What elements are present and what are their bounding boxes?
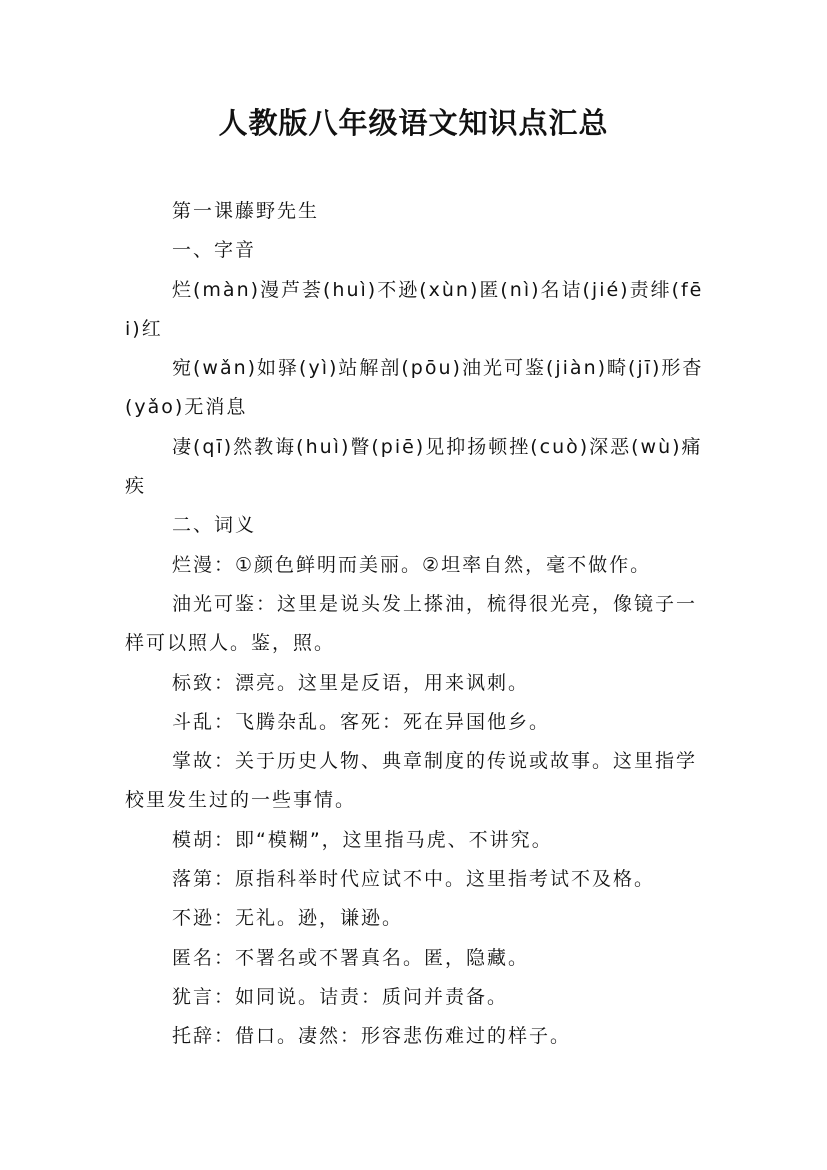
- definition-line: 掌故：关于历史人物、典章制度的传说或故事。这里指学校里发生过的一些事情。: [125, 750, 698, 812]
- document-body: [125, 192, 705, 1057]
- pronunciation-line: 凄(qī)然教诲(huì)瞥(piē)见抑扬顿挫(cuò)深恶(wù)痛疾: [125, 435, 703, 498]
- document-title: 人教版八年级语文知识点汇总: [218, 106, 609, 140]
- definition-line: 模胡：即“模糊”，这里指马虎、不讲究。: [172, 828, 553, 851]
- definition-line: 标致：漂亮。这里是反语，用来讽刺。: [172, 671, 530, 694]
- definition-line: 犹言：如同说。诘责：质问并责备。: [172, 985, 509, 1008]
- definition-line: 落第：原指科举时代应试不中。这里指考试不及格。: [172, 868, 656, 891]
- pronunciation-line: 烂(màn)漫芦荟(huì)不逊(xùn)匿(nì)名诘(jié)责绯(fēi)红: [125, 278, 704, 340]
- definition-line: 托辞：借口。凄然：形容悲伤难过的样子。: [172, 1025, 572, 1048]
- section-heading-pronunciation: 一、字音: [172, 239, 257, 262]
- pronunciation-line: 宛(wǎn)如驿(yì)站解剖(pōu)油光可鉴(jiàn)畸(jī)形杳(yǎo)无消息: [125, 357, 704, 419]
- definition-line: 匿名：不署名或不署真名。匿，隐藏。: [172, 946, 530, 969]
- definition-line: 斗乱：飞腾杂乱。客死：死在异国他乡。: [172, 710, 551, 733]
- definition-line: 烂漫：①颜色鲜明而美丽。②坦率自然，毫不做作。: [172, 553, 652, 576]
- definition-line: 油光可鉴：这里是说头发上搽油，梳得很光亮，像镜子一样可以照人。鉴，照。: [125, 592, 698, 655]
- lesson-heading: 第一课藤野先生: [172, 200, 320, 222]
- section-heading-meaning: 二、词义: [172, 514, 257, 537]
- definition-line: 不逊：无礼。逊，谦逊。: [172, 907, 404, 930]
